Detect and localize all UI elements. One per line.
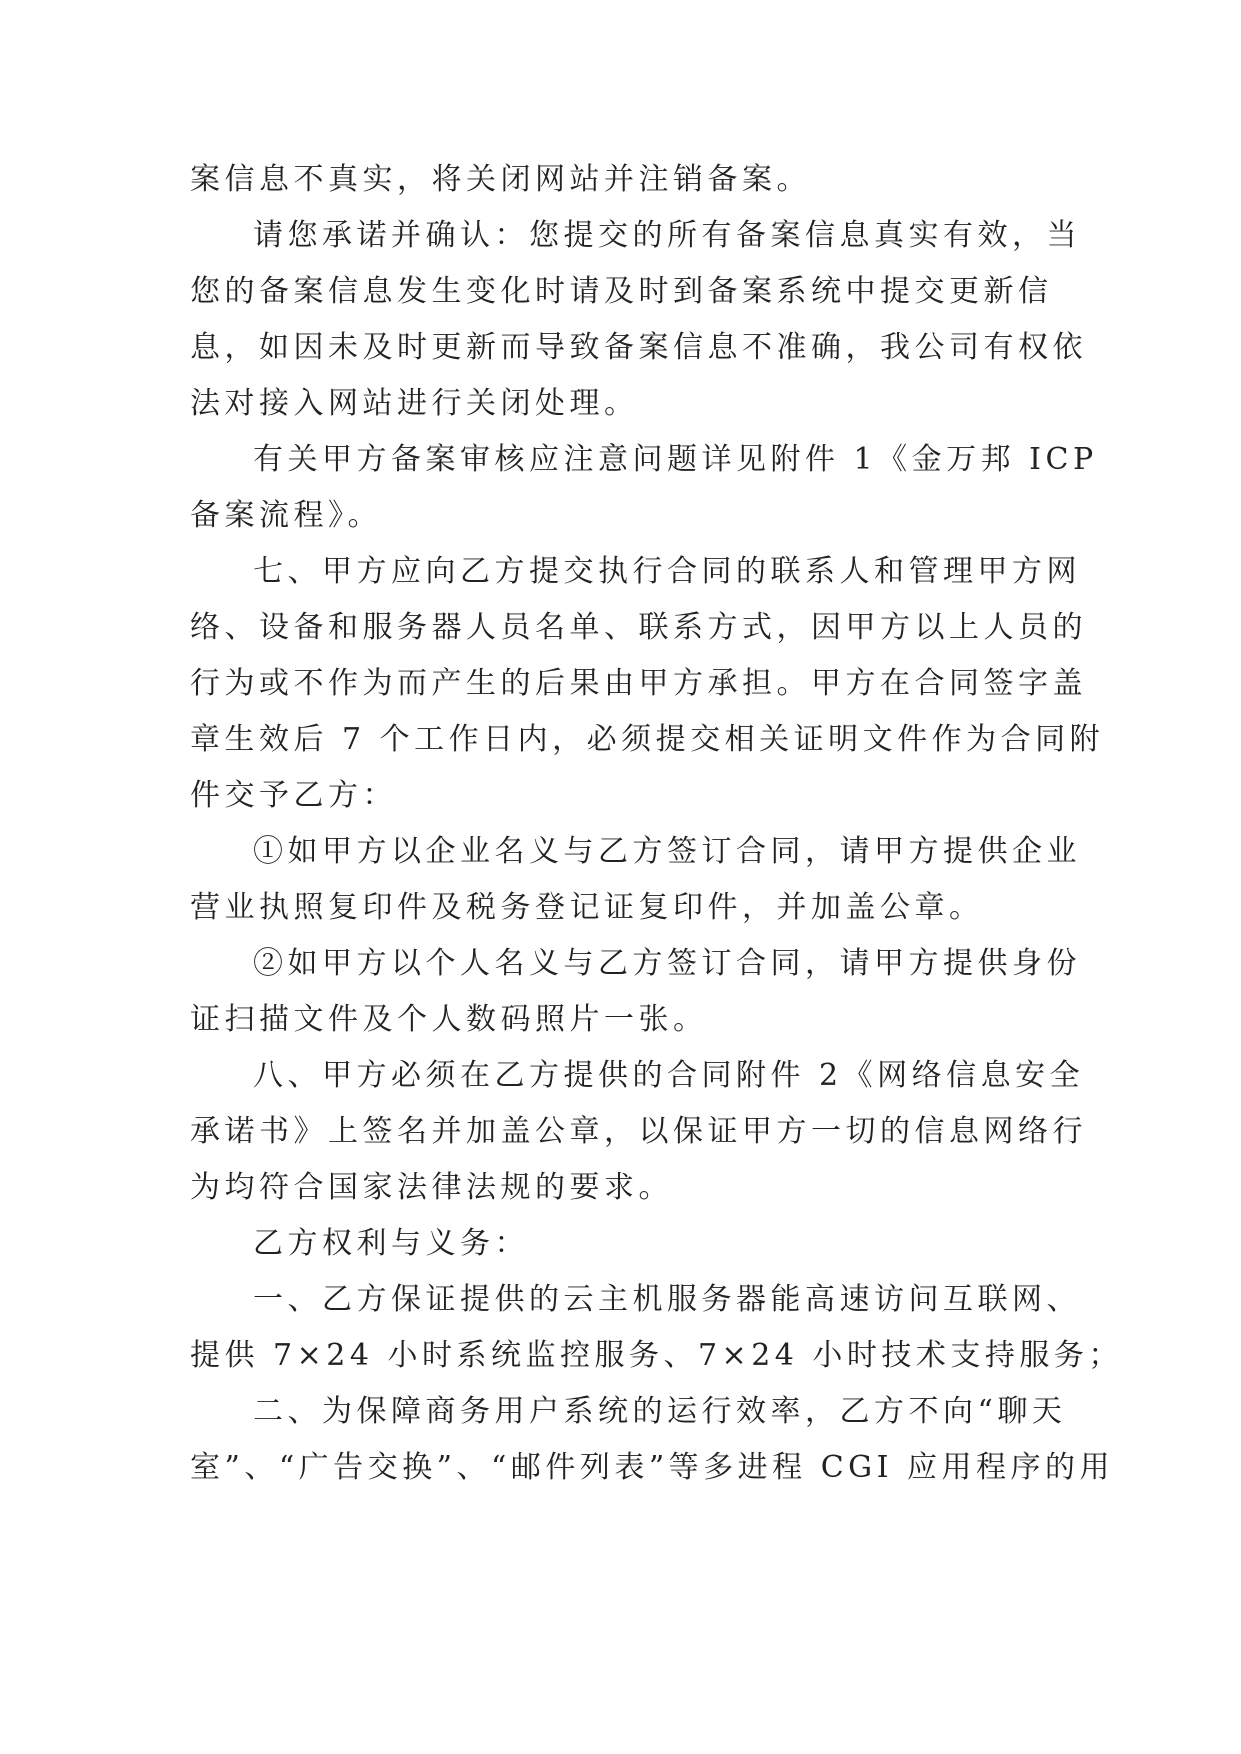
text-line: 提供 7×24 小时系统监控服务、7×24 小时技术支持服务； [190,1338,1123,1373]
text-line: 承诺书》上签名并加盖公章，以保证甲方一切的信息网络行 [190,1114,1087,1149]
text-line: 件交予乙方： [190,778,397,813]
text-line: 证扫描文件及个人数码照片一张。 [190,1002,708,1037]
text-line: 络、设备和服务器人员名单、联系方式，因甲方以上人员的 [190,610,1087,645]
text-line: 您的备案信息发生变化时请及时到备案系统中提交更新信 [190,274,1053,309]
text-line: 乙方权利与义务： [253,1226,529,1261]
text-line: 备案流程》。 [190,498,382,533]
text-line: 行为或不作为而产生的后果由甲方承担。甲方在合同签字盖 [190,666,1087,701]
text-line: 章生效后 7 个工作日内，必须提交相关证明文件作为合同附 [190,722,1105,757]
text-line: 七、甲方应向乙方提交执行合同的联系人和管理甲方网 [253,554,1081,589]
text-line: 案信息不真实，将关闭网站并注销备案。 [190,162,811,197]
text-line: ②如甲方以个人名义与乙方签订合同，请甲方提供身份 [253,946,1081,981]
text-line: 一、乙方保证提供的云主机服务器能高速访问互联网、 [253,1282,1081,1317]
text-line: 二、为保障商务用户系统的运行效率，乙方不向“聊天 [253,1394,1067,1429]
text-line: 为均符合国家法律法规的要求。 [190,1170,673,1205]
text-line: 室”、“广告交换”、“邮件列表”等多进程 CGI 应用程序的用 [190,1450,1115,1485]
text-line: 八、甲方必须在乙方提供的合同附件 2《网络信息安全 [253,1058,1085,1093]
text-line: 有关甲方备案审核应注意问题详见附件 1《金万邦 ICP [253,442,1098,477]
text-line: 请您承诺并确认：您提交的所有备案信息真实有效，当 [253,218,1081,253]
text-line: 息，如因未及时更新而导致备案信息不准确，我公司有权依 [190,330,1087,365]
text-line: ①如甲方以企业名义与乙方签订合同，请甲方提供企业 [253,834,1081,869]
text-line: 法对接入网站进行关闭处理。 [190,386,639,421]
text-line: 营业执照复印件及税务登记证复印件，并加盖公章。 [190,890,984,925]
